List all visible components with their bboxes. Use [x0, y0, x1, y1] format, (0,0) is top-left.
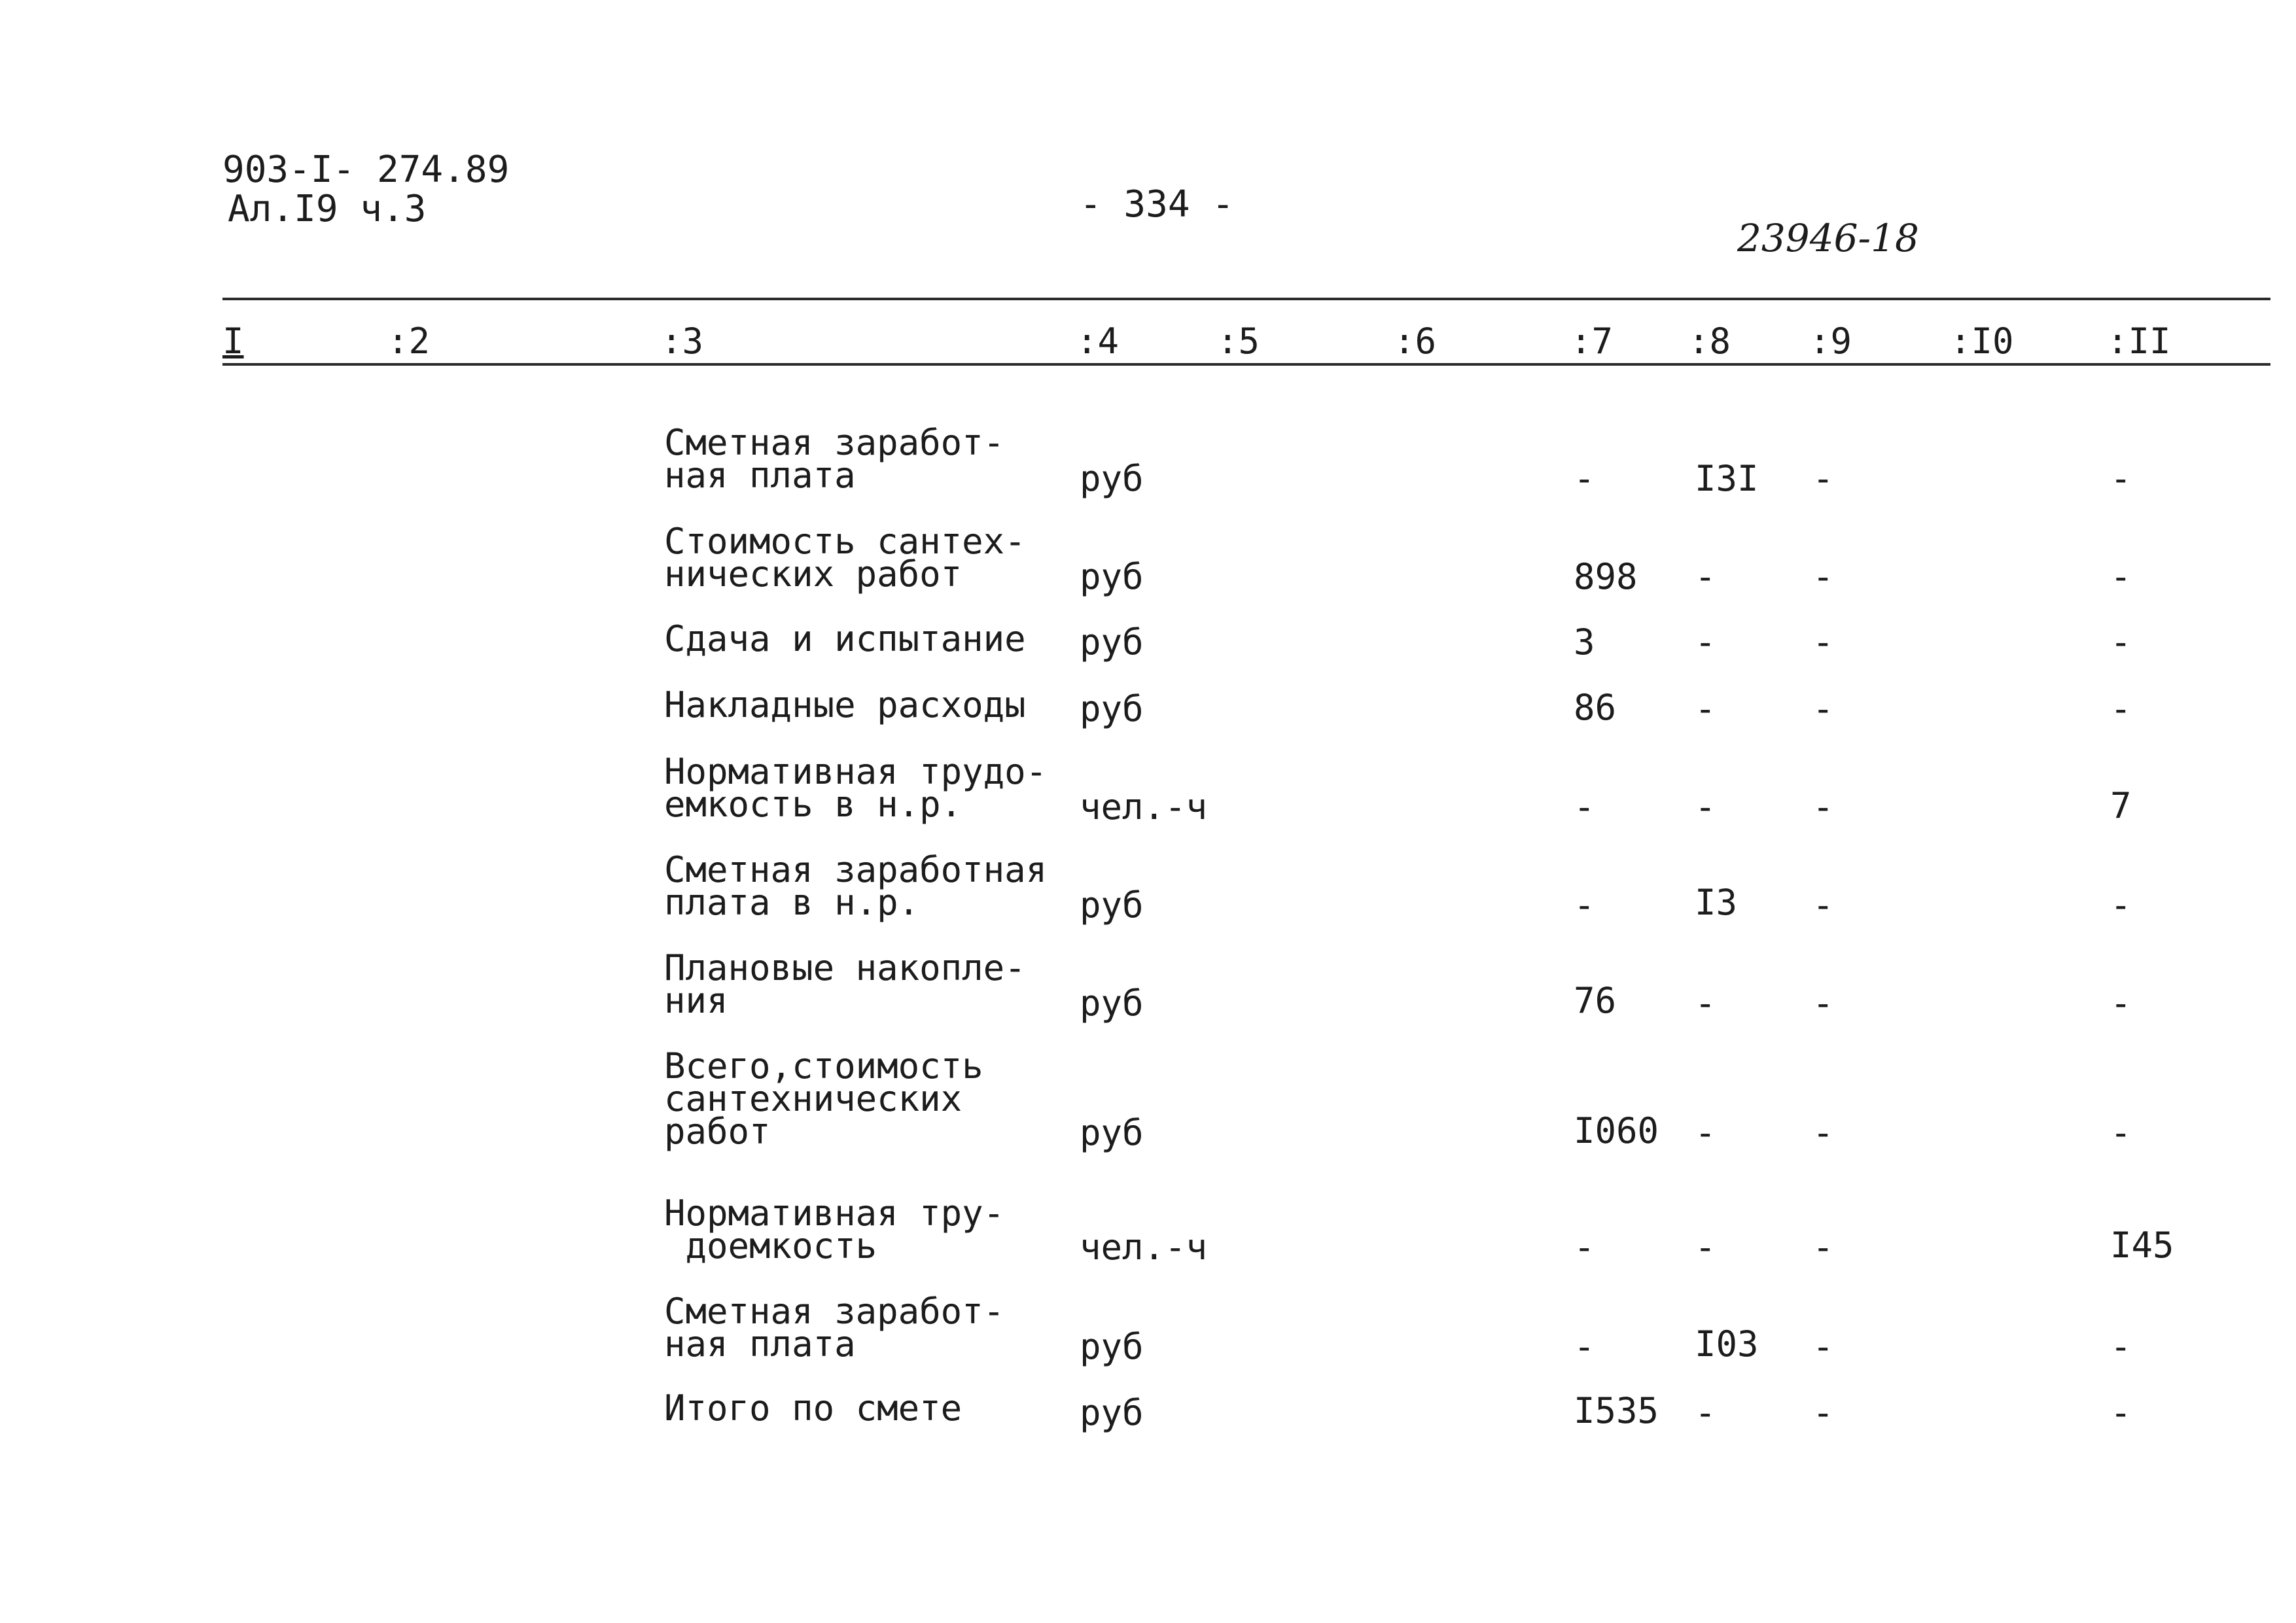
row-col8: -: [1695, 688, 1716, 729]
row-name: Сметная заработ- ная плата: [664, 1291, 1005, 1365]
row-unit: руб: [1080, 1326, 1144, 1367]
row-col9: -: [1812, 688, 1834, 729]
row-col11: -: [2110, 458, 2132, 499]
row-col7: -: [1574, 1326, 1595, 1367]
row-col8: -: [1695, 1227, 1716, 1268]
row-name: Плановые накопле- ния: [664, 947, 1026, 1021]
row-col8: -: [1695, 983, 1716, 1024]
row-col11: -: [2110, 1112, 2132, 1153]
row-name: Сметная заработ- ная плата: [664, 422, 1005, 496]
row-col7: I535: [1574, 1390, 1659, 1431]
row-col11: -: [2110, 983, 2132, 1024]
row-col7: I060: [1574, 1110, 1659, 1151]
table-top-rule: [222, 298, 2270, 300]
column-header-9: :9: [1809, 321, 1852, 362]
row-col11: 7: [2110, 785, 2132, 826]
row-name: Нормативная тру- доемкость: [664, 1193, 1005, 1266]
column-header-4: :4: [1076, 321, 1120, 362]
column-header-11: :II: [2107, 321, 2171, 362]
row-unit: руб: [1080, 1392, 1144, 1433]
row-col9: -: [1812, 983, 1834, 1024]
row-col11: -: [2110, 1392, 2132, 1433]
row-col8: I3: [1695, 882, 1738, 923]
column-header-5: :5: [1217, 321, 1260, 362]
row-name: Нормативная трудо- емкость в н.р.: [664, 751, 1048, 825]
row-col8: I3I: [1695, 458, 1759, 499]
column-header-10: :I0: [1950, 321, 2014, 362]
row-col11: -: [2110, 621, 2132, 663]
row-col11: -: [2110, 688, 2132, 729]
row-col7: -: [1574, 458, 1595, 499]
column-header-2: :2: [387, 321, 431, 362]
inventory-number: 23946-18: [1737, 216, 1919, 260]
row-name: Накладные расходы: [664, 684, 1026, 725]
row-unit: чел.-ч: [1080, 1227, 1208, 1268]
row-col11: I45: [2110, 1225, 2174, 1266]
row-name: Сметная заработная плата в н.р.: [664, 849, 1048, 923]
row-col9: -: [1812, 1326, 1834, 1367]
row-col7: -: [1574, 884, 1595, 926]
row-col7: 898: [1574, 556, 1638, 597]
row-unit: руб: [1080, 621, 1144, 663]
row-col11: -: [2110, 1326, 2132, 1367]
row-name: Стоимость сантех- нических работ: [664, 521, 1026, 595]
row-col9: -: [1812, 1392, 1834, 1433]
row-col11: -: [2110, 884, 2132, 926]
row-unit: руб: [1080, 983, 1144, 1024]
row-col9: -: [1812, 884, 1834, 926]
column-header-7: :7: [1570, 321, 1614, 362]
row-name: Сдача и испытание: [664, 618, 1026, 659]
row-col9: -: [1812, 786, 1834, 828]
album-number: Ал.I9 ч.3: [228, 188, 427, 230]
table-header-rule: [222, 363, 2270, 366]
row-col8: -: [1695, 621, 1716, 663]
column-header-3: :3: [661, 321, 704, 362]
row-name: Итого по смете: [664, 1387, 963, 1429]
row-unit: руб: [1080, 556, 1144, 597]
row-col9: -: [1812, 1112, 1834, 1153]
row-col9: -: [1812, 1227, 1834, 1268]
row-col7: -: [1574, 786, 1595, 828]
row-name: Всего,стоимость сантехнических работ: [664, 1045, 983, 1152]
row-unit: чел.-ч: [1080, 786, 1208, 828]
row-col9: -: [1812, 556, 1834, 597]
row-col7: 3: [1574, 621, 1595, 663]
row-col7: -: [1574, 1227, 1595, 1268]
page-number: - 334 -: [1080, 183, 1235, 226]
row-unit: руб: [1080, 688, 1144, 729]
column-header-1: I: [222, 321, 244, 362]
row-col11: -: [2110, 556, 2132, 597]
row-unit: руб: [1080, 458, 1144, 499]
column-header-8: :8: [1688, 321, 1731, 362]
document-code: 903-I- 274.89: [222, 148, 510, 191]
row-col7: 76: [1574, 980, 1617, 1021]
row-unit: руб: [1080, 1112, 1144, 1153]
row-col8: -: [1695, 556, 1716, 597]
row-col8: -: [1695, 1392, 1716, 1433]
column-header-6: :6: [1394, 321, 1437, 362]
row-col7: 86: [1574, 687, 1617, 728]
row-unit: руб: [1080, 884, 1144, 926]
row-col8: -: [1695, 1112, 1716, 1153]
row-col9: -: [1812, 458, 1834, 499]
row-col9: -: [1812, 621, 1834, 663]
row-col8: -: [1695, 786, 1716, 828]
row-col8: I03: [1695, 1323, 1759, 1365]
